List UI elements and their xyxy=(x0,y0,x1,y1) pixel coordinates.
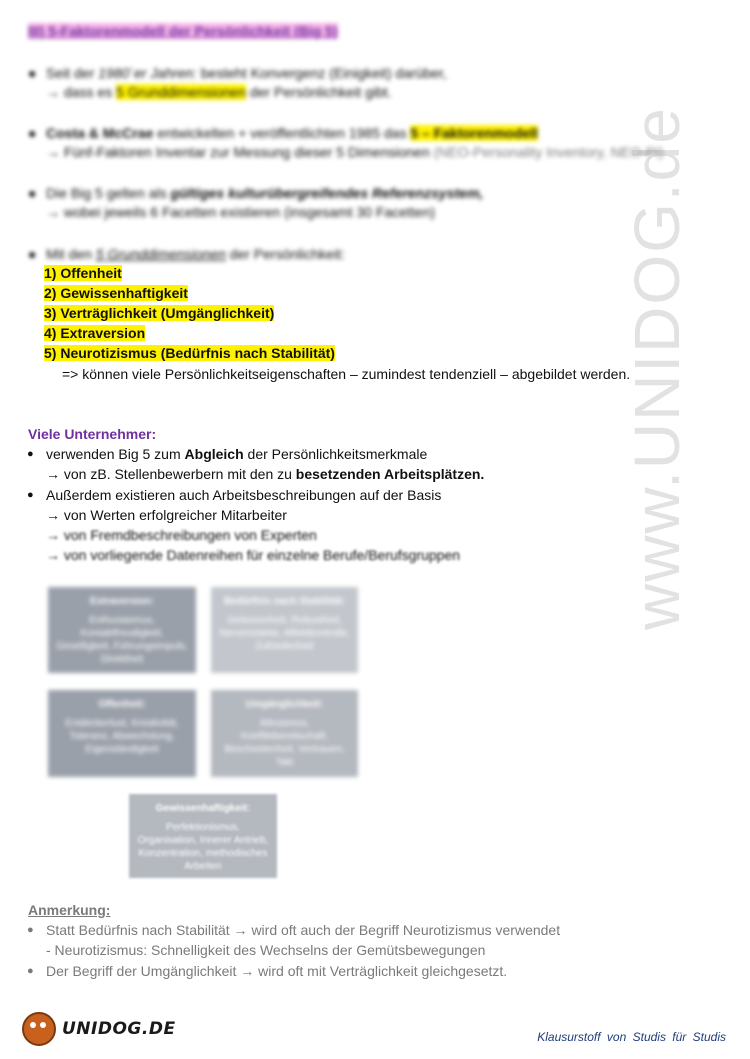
watermark: www.UNIDOG.de xyxy=(621,106,693,630)
text: der Persönlichkeitsmerkmale xyxy=(243,446,428,462)
employers-line-2 xyxy=(46,465,484,483)
note-line-2: - Neurotizismus: Schnelligkeit des Wechselns der Gemütsbewegungen xyxy=(46,942,486,958)
dimension-label: 1) Offenheit xyxy=(44,265,122,281)
footer-tagline: Klausurstoff von Studis für Studis xyxy=(537,1030,726,1044)
text: der Persönlichkeit: xyxy=(225,246,345,262)
paragraph-1-line-2 xyxy=(46,83,392,101)
dimension-label: 4) Extraversion xyxy=(44,325,146,341)
note-line-3: Der Begriff der Umgänglichkeit → wird oft mit Verträglichkeit gleichgesetzt. xyxy=(46,963,508,979)
highlight-text: 5 Grunddimensionen xyxy=(116,84,247,100)
conclusion-text: => können viele Persönlichkeitseigenschaften – zumindest tendenziell – abgebildet werden. xyxy=(62,366,631,382)
paragraph-1-line-1 xyxy=(46,64,447,82)
text: verwenden Big 5 zum xyxy=(46,446,185,462)
trait-box-stability xyxy=(211,587,358,673)
bullet: ● xyxy=(27,448,34,460)
box-title: Offenheit: xyxy=(98,699,146,710)
box-body: Gelassenheit, Robustheit, Nervenstärke, Affektkontrolle, Zufriedenheit xyxy=(219,615,350,652)
bullet: ● xyxy=(27,965,34,977)
text: besetzenden Arbeitsplätzen. xyxy=(295,466,485,482)
section-heading xyxy=(28,22,338,40)
paragraph-2-line-1 xyxy=(46,124,538,142)
text: 5 Grunddimensionen xyxy=(95,246,226,262)
trait-box-openness xyxy=(48,690,196,777)
dog-icon xyxy=(22,1012,56,1046)
text: 1980`er Jahren: xyxy=(98,65,197,81)
box-title: Extraversion: xyxy=(90,596,154,607)
paragraph-3-line-2 xyxy=(46,203,435,221)
paragraph-2-line-2 xyxy=(46,143,664,161)
trait-box-agreeableness xyxy=(211,690,358,777)
dimension-item xyxy=(44,324,145,342)
employers-line-3: Außerdem existieren auch Arbeitsbeschreibungen auf der Basis xyxy=(46,487,442,503)
employers-line-5: → von Fremdbeschreibungen von Experten xyxy=(46,527,317,543)
text: der Persönlichkeit gibt. xyxy=(246,84,392,100)
paragraph-4-line-1 xyxy=(46,245,345,263)
text: → Fünf-Faktoren Inventar zur Messung dieser 5 Dimensionen xyxy=(46,144,430,160)
bullet: ● xyxy=(28,125,37,141)
unidog-logo xyxy=(22,1012,176,1046)
text: → wobei jeweils 6 Facetten existieren (insgesamt 30 Facetten) xyxy=(46,204,436,220)
text: Die Big 5 gelten als xyxy=(46,185,171,201)
note-line-1: Statt Bedürfnis nach Stabilität → wird oft auch der Begriff Neurotizismus verwendet xyxy=(46,922,561,938)
box-body: Enthusiasmus, Kontaktfreudigkeit, Geselligkeit, Führungsimpuls, Direktheit xyxy=(56,615,188,665)
text: gültiges kulturübergreifendes Referenzsystem, xyxy=(170,185,484,201)
bullet: ● xyxy=(27,489,34,501)
bullet: ● xyxy=(28,185,37,201)
employers-line-4: → von Werten erfolgreicher Mitarbeiter xyxy=(46,507,287,523)
text: besteht Konvergenz (Einigkeit) darüber, xyxy=(196,65,447,81)
text: Seit der xyxy=(46,65,99,81)
logo-text: UNIDOG.DE xyxy=(62,1019,176,1039)
text: (NEO-Personality Inventory, NEO-PI) xyxy=(429,144,664,160)
box-title: Gewissenhaftigkeit: xyxy=(155,803,251,814)
employers-title: Viele Unternehmer: xyxy=(28,426,157,442)
heading-text: III) 5-Faktorenmodell der Persönlichkeit (Big 5) xyxy=(28,23,338,39)
dimension-item xyxy=(44,264,122,282)
employers-line-6: → von vorliegende Datenreihen für einzelne Berufe/Berufsgruppen xyxy=(46,547,461,563)
trait-box-extraversion xyxy=(48,587,196,673)
text: → von zB. Stellenbewerbern mit den zu xyxy=(46,466,296,482)
box-title: Umgänglichkeit: xyxy=(245,699,324,710)
bullet: ● xyxy=(28,65,37,81)
text: entwickelten + veröffentlichten 1985 das xyxy=(153,125,411,141)
text: Costa & McCrae xyxy=(46,125,154,141)
box-body: Entdeckerlust, Kreativität, Toleranz, Abwechslung, Eigenständigkeit xyxy=(65,718,179,755)
bullet: ● xyxy=(28,246,37,262)
highlight-text: 5 – Faktorenmodell xyxy=(410,125,538,141)
dimension-label: 3) Verträglichkeit (Umgänglichkeit) xyxy=(44,305,275,321)
dimension-item xyxy=(44,284,188,302)
text: Abgleich xyxy=(184,446,244,462)
text: → dass es xyxy=(46,84,117,100)
dimension-label: 5) Neurotizismus (Bedürfnis nach Stabilität) xyxy=(44,345,335,361)
dimension-label: 2) Gewissenhaftigkeit xyxy=(44,285,188,301)
box-body: Perfektionismus, Organisation, Innerer Antrieb, Konzentration, methodisches Arbeiten xyxy=(137,822,269,872)
box-title: Bedürfnis nach Stabilität: xyxy=(223,596,346,607)
paragraph-3-line-1 xyxy=(46,184,483,202)
dimension-item xyxy=(44,304,274,322)
trait-box-conscientiousness xyxy=(129,794,277,878)
text: Mit den xyxy=(46,246,96,262)
note-title: Anmerkung: xyxy=(28,902,111,918)
bullet: ● xyxy=(27,924,34,936)
employers-line-1 xyxy=(46,445,427,463)
box-body: Altruismus, Konfliktbereitschaft, Bescheidenheit, Vertrauen, Takt xyxy=(224,718,345,768)
dimension-item xyxy=(44,344,335,362)
